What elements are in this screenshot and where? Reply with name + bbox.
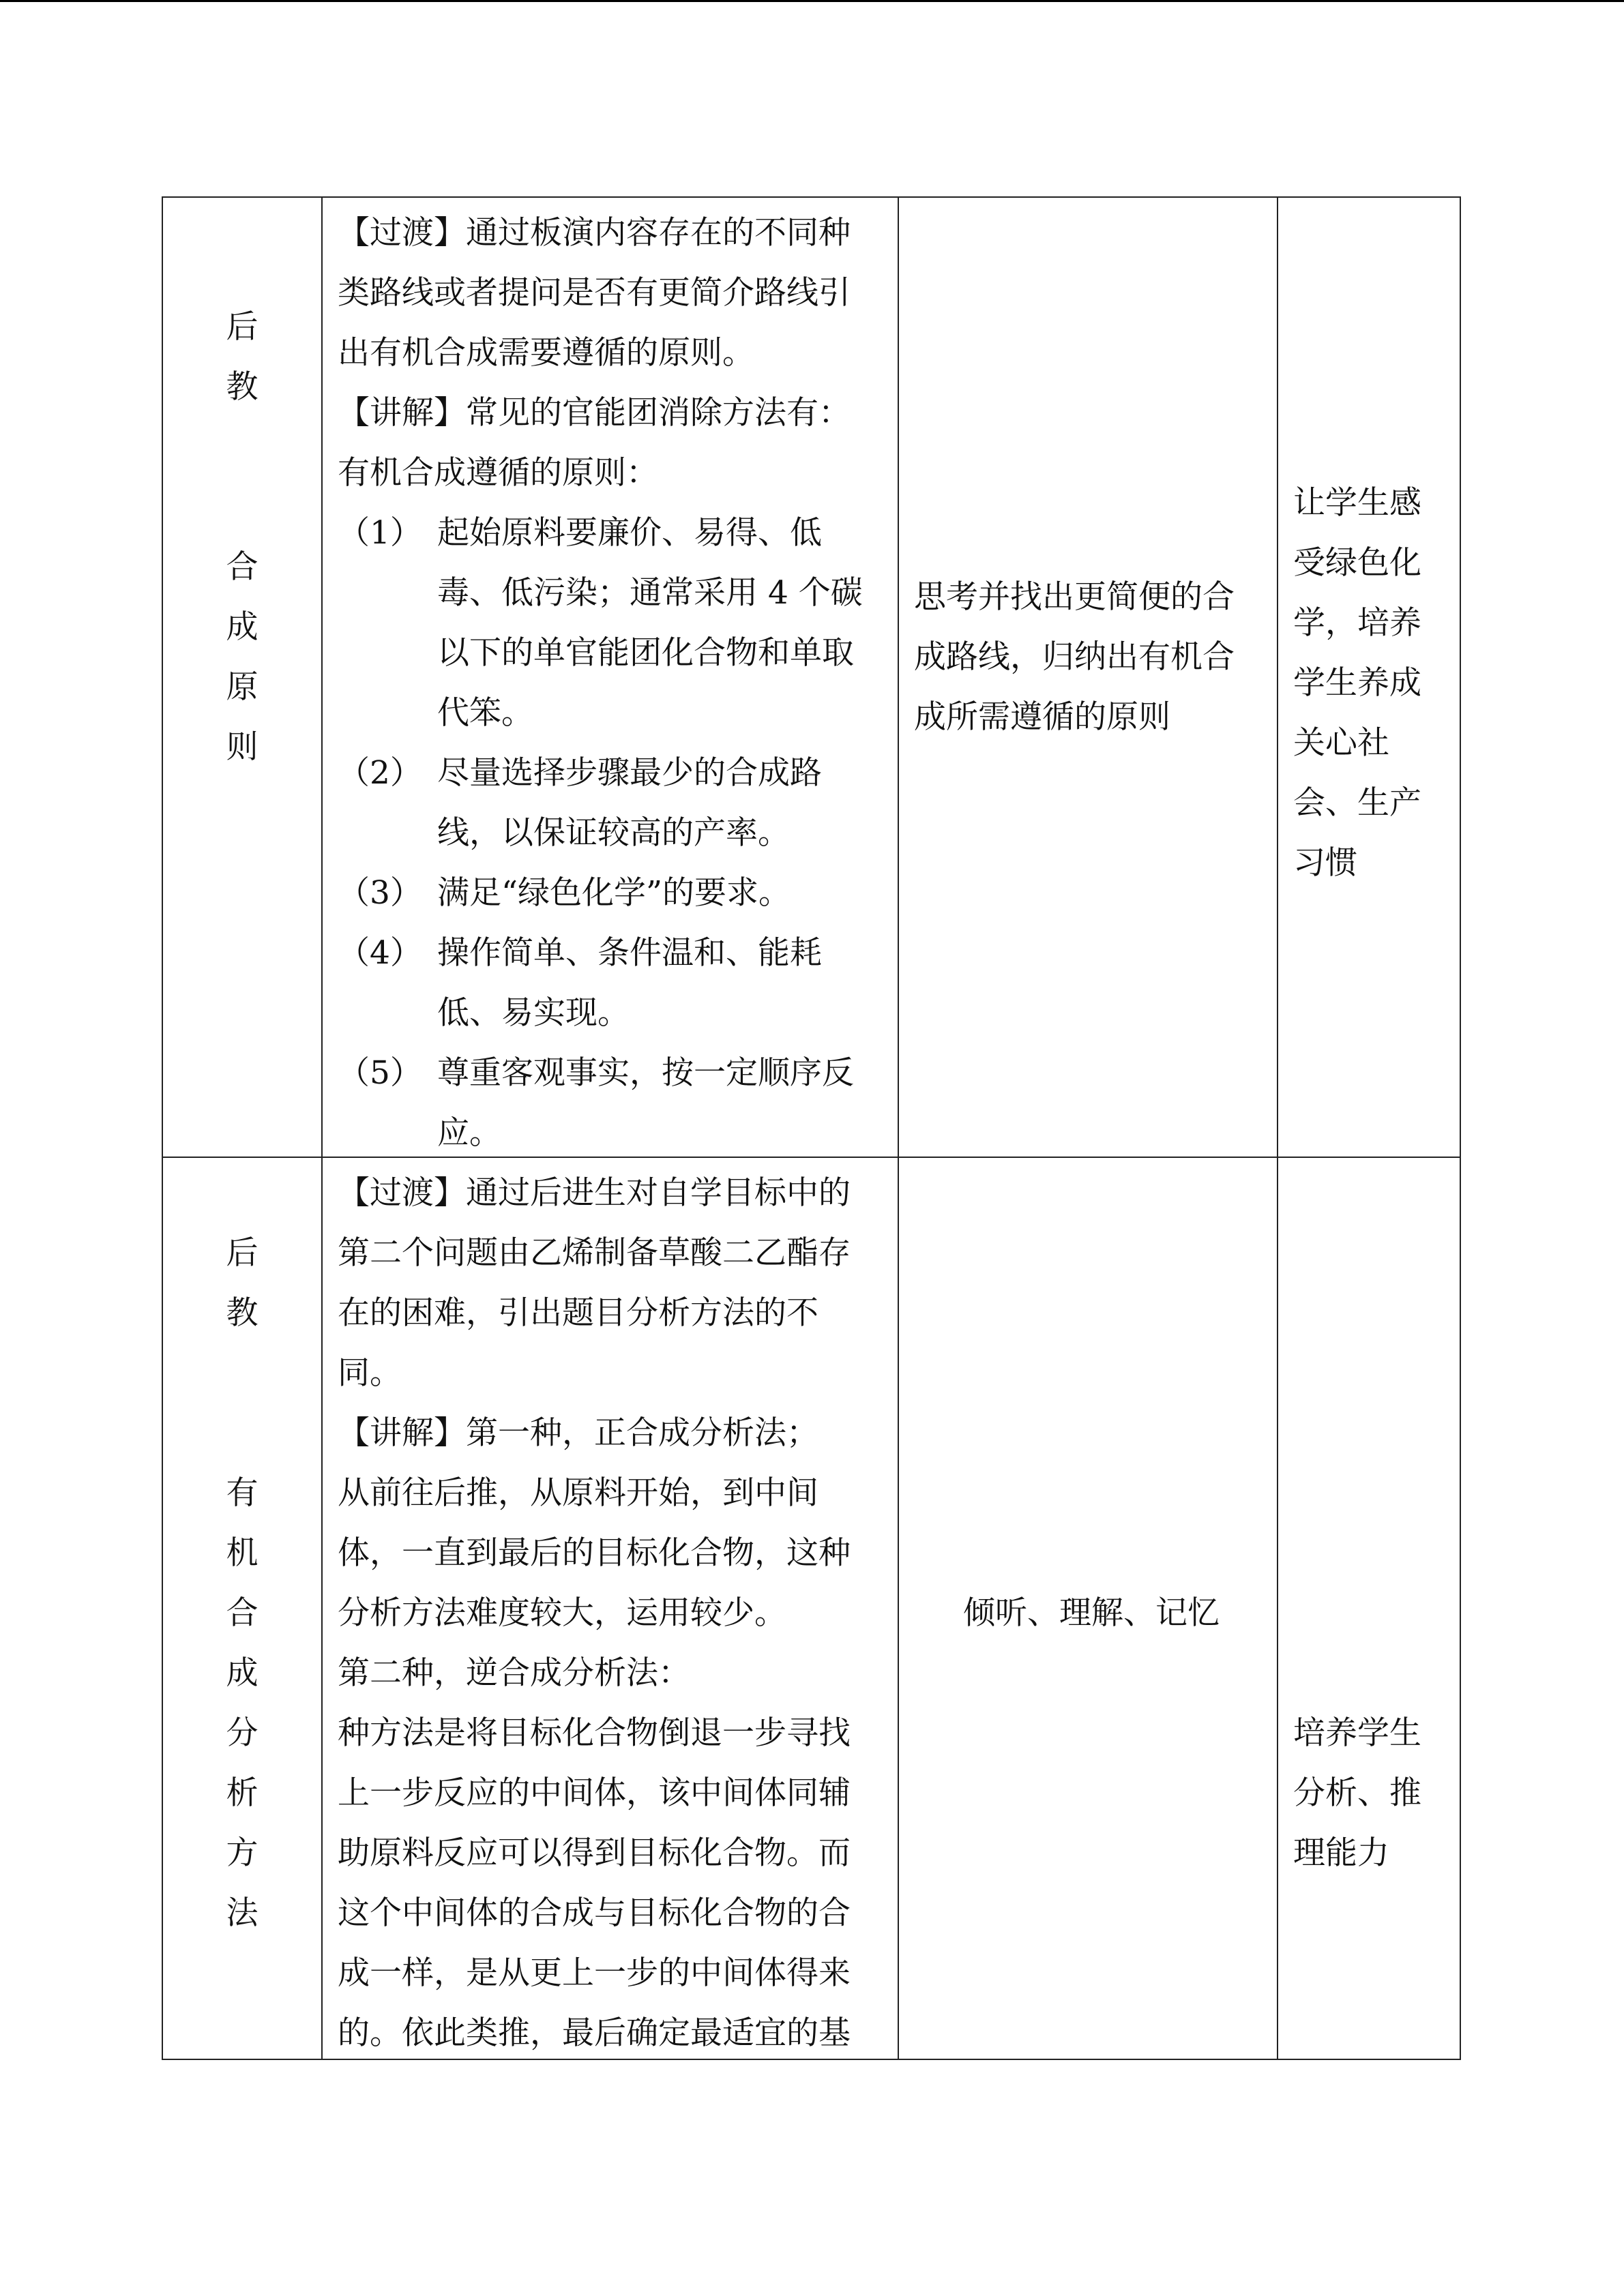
list-item: （5） 尊重客观事实，按一定顺序反 应。 [338, 1054, 854, 1152]
stage-label-bottom: 有 机 合 成 分 析 方 法 [226, 1474, 259, 1932]
stage-label-top: 后 教 [226, 1234, 259, 1332]
teacher-activity-cell [322, 197, 898, 1157]
teacher-activity-cell [322, 1157, 898, 2059]
stage-label-cell [162, 1157, 322, 2059]
stage-label-cell [162, 197, 322, 1157]
list-item: （3） 满足“绿色化学”的要求。 [338, 874, 791, 912]
list-item: （1） 起始原料要廉价、易得、低 毒、低污染；通常采用 4 个碳 以下的单官能团化合物和单取 代笨。 [338, 514, 863, 732]
list-item: （2） 尽量选择步骤最少的合成路 线，以保证较高的产率。 [338, 754, 822, 852]
teacher-activity-text: 【过渡】通过后进生对自学目标中的 第二个问题由乙烯制备草酸二乙酯存 在的困难，引出题目分析方法的不 同。 【讲解】第一种，正合成分析法； 从前往后推，从原料开始，到中间 体，一直到最后的目标化合物，这种 分析方法难度较大，运用较少。 第二种，逆合成分析法： 种方法是将目标化合物倒退一步寻找 上一步反应的中间体，该中间体同辅 助原料反应可以得到目标化合物。而 这个中间体的合成与目标化合物的合 成一样，是从更上一步的中间体得来 的。依此类推，最后确定最适宜的基 [338, 1174, 851, 2052]
student-activity-text: 思考并找出更简便的合 成路线，归纳出有机合 成所需遵循的原则 [914, 578, 1235, 736]
table-row [162, 197, 1460, 1157]
page-top-border [0, 0, 1624, 2]
student-activity-cell [898, 197, 1278, 1157]
table-row [162, 1157, 1460, 2059]
design-intent-text: 让学生感 受绿色化 学，培养 学生养成 关心社 会、生产 习惯 [1293, 484, 1421, 882]
lesson-plan-table [162, 196, 1461, 2060]
design-intent-cell [1278, 1157, 1460, 2059]
student-activity-text: 倾听、理解、记忆 [963, 1594, 1220, 1632]
list-item: （4） 操作简单、条件温和、能耗 低、易实现。 [338, 934, 822, 1032]
student-activity-cell [898, 1157, 1278, 2059]
teacher-activity-text: 【过渡】通过板演内容存在的不同种 类路线或者提问是否有更简介路线引 出有机合成需要遵循的原则。 【讲解】常见的官能团消除方法有： 有机合成遵循的原则： （1） 起始原料要廉价、易得、低 毒、低污染；通常采用 4 个碳 以下的单官能团化合物和单取 代笨。 （2） 尽量选择步骤最少的合成路 线，以保证较高的产率。 （3） 满足“绿色化学”的要求。 （4） 操作简单、条件温和、能耗 低、易实现。 （5） 尊重客观事实，按一定顺序反 应。 [338, 203, 889, 1163]
stage-label-bottom: 合 成 原 则 [226, 548, 259, 766]
design-intent-text: 培养学生 分析、推 理能力 [1293, 1714, 1421, 1872]
design-intent-cell [1278, 197, 1460, 1157]
stage-label-top: 后 教 [226, 308, 259, 406]
